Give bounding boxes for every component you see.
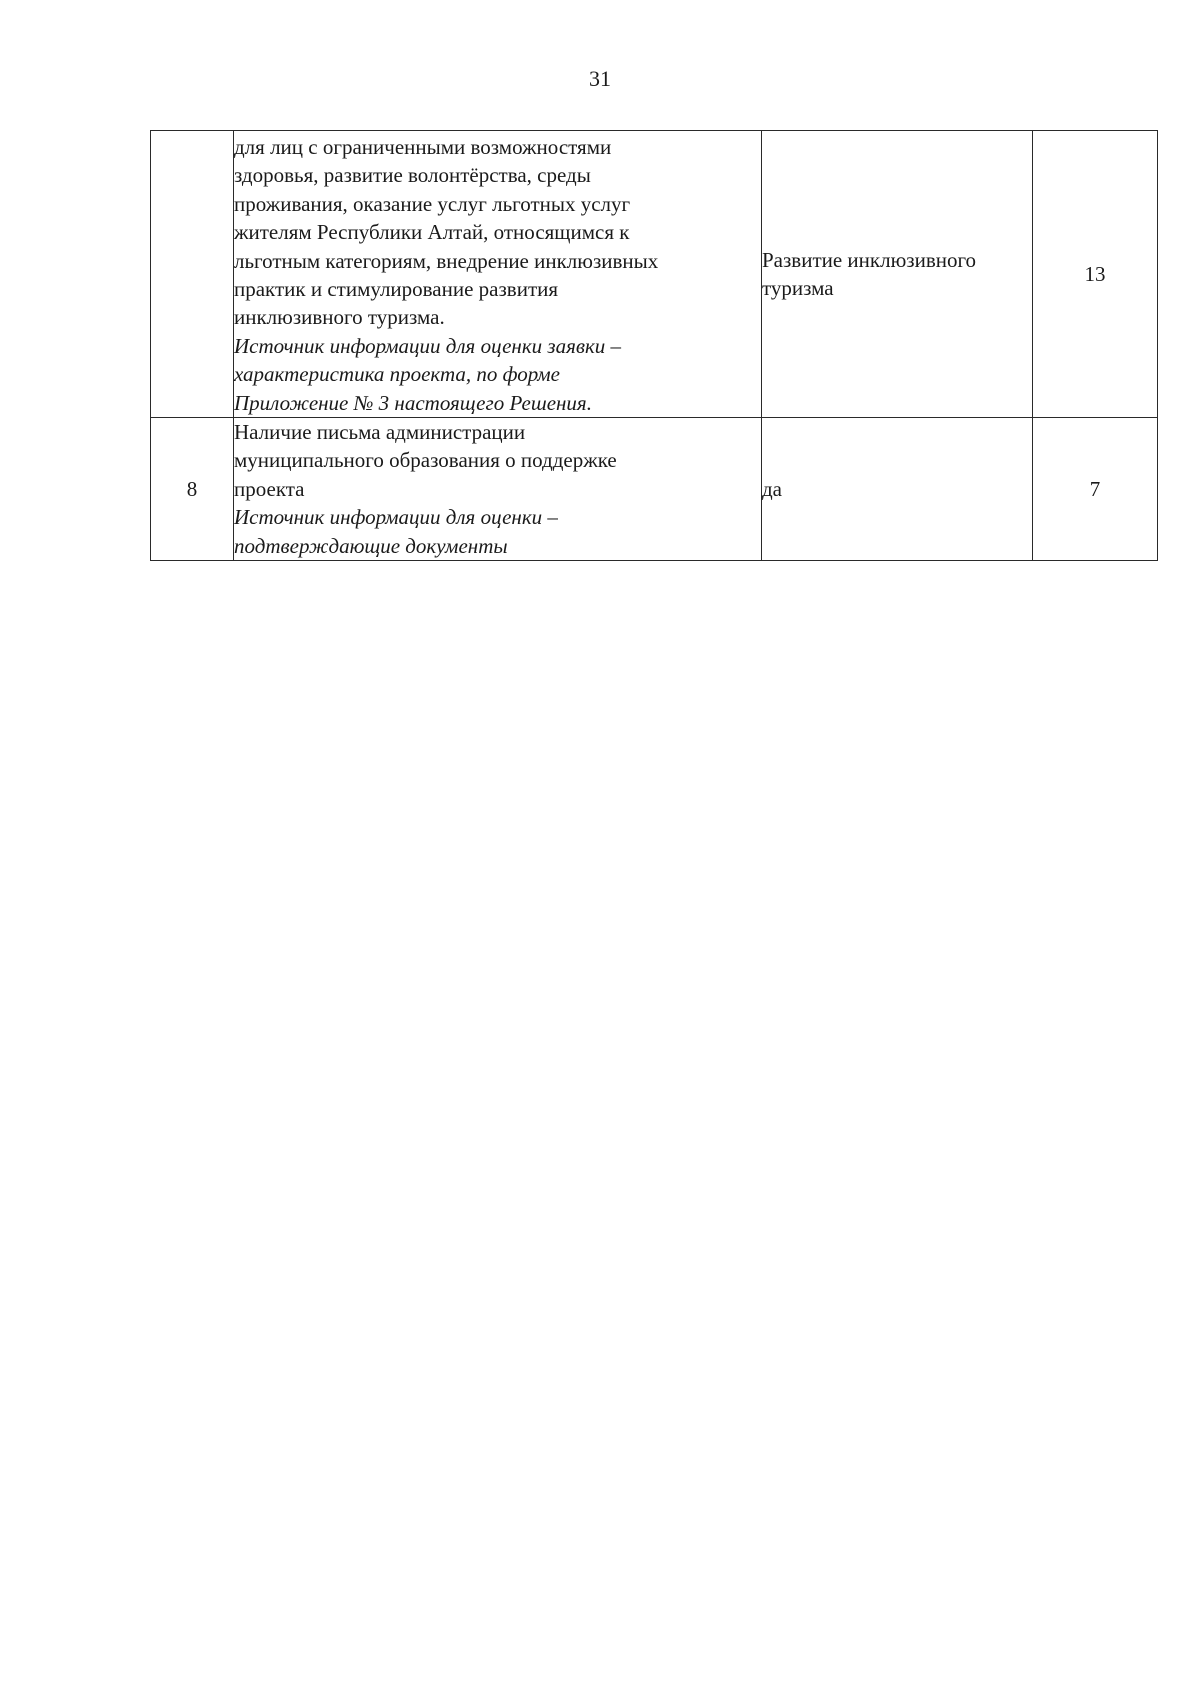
row-number-cell: 8 (151, 418, 234, 561)
source-note-line: подтверждающие документы (234, 533, 508, 558)
description-line: практик и стимулирование развития (234, 277, 559, 302)
criteria-table (150, 130, 1158, 561)
criterion-description-cell (234, 131, 762, 418)
source-note-line: характеристика проекта, по форме (234, 362, 560, 387)
table-row (151, 131, 1158, 418)
description-line: муниципального образования о поддержке (234, 448, 617, 473)
row-number-cell (151, 131, 234, 418)
description-line: для лиц с ограниченными возможностями (234, 135, 612, 159)
criterion-value-cell (762, 418, 1033, 561)
value-line: Развитие инклюзивного (762, 247, 977, 272)
score-cell: 13 (1033, 131, 1158, 418)
table-row (151, 418, 1158, 561)
page-number: 31 (589, 66, 611, 91)
criterion-value-cell (762, 131, 1033, 418)
value-line: туризма (762, 276, 834, 301)
source-note-line: Приложение № 3 настоящего Решения. (234, 390, 592, 415)
description-line: Наличие письма администрации (234, 420, 526, 445)
description-line: проекта (234, 476, 305, 501)
description-line: льготным категориям, внедрение инклюзивных (234, 248, 659, 273)
source-note-line: Источник информации для оценки – (234, 505, 558, 530)
description-line: проживания, оказание услуг льготных услуг (234, 191, 631, 216)
description-line: жителям Республики Алтай, относящимся к (234, 220, 630, 245)
criterion-description-cell (234, 418, 762, 561)
description-line: инклюзивного туризма. (234, 305, 445, 330)
score-cell: 7 (1033, 418, 1158, 561)
source-note-line: Источник информации для оценки заявки – (234, 333, 622, 358)
value-line: да (762, 476, 783, 501)
description-line: здоровья, развитие волонтёрства, среды (234, 163, 591, 188)
